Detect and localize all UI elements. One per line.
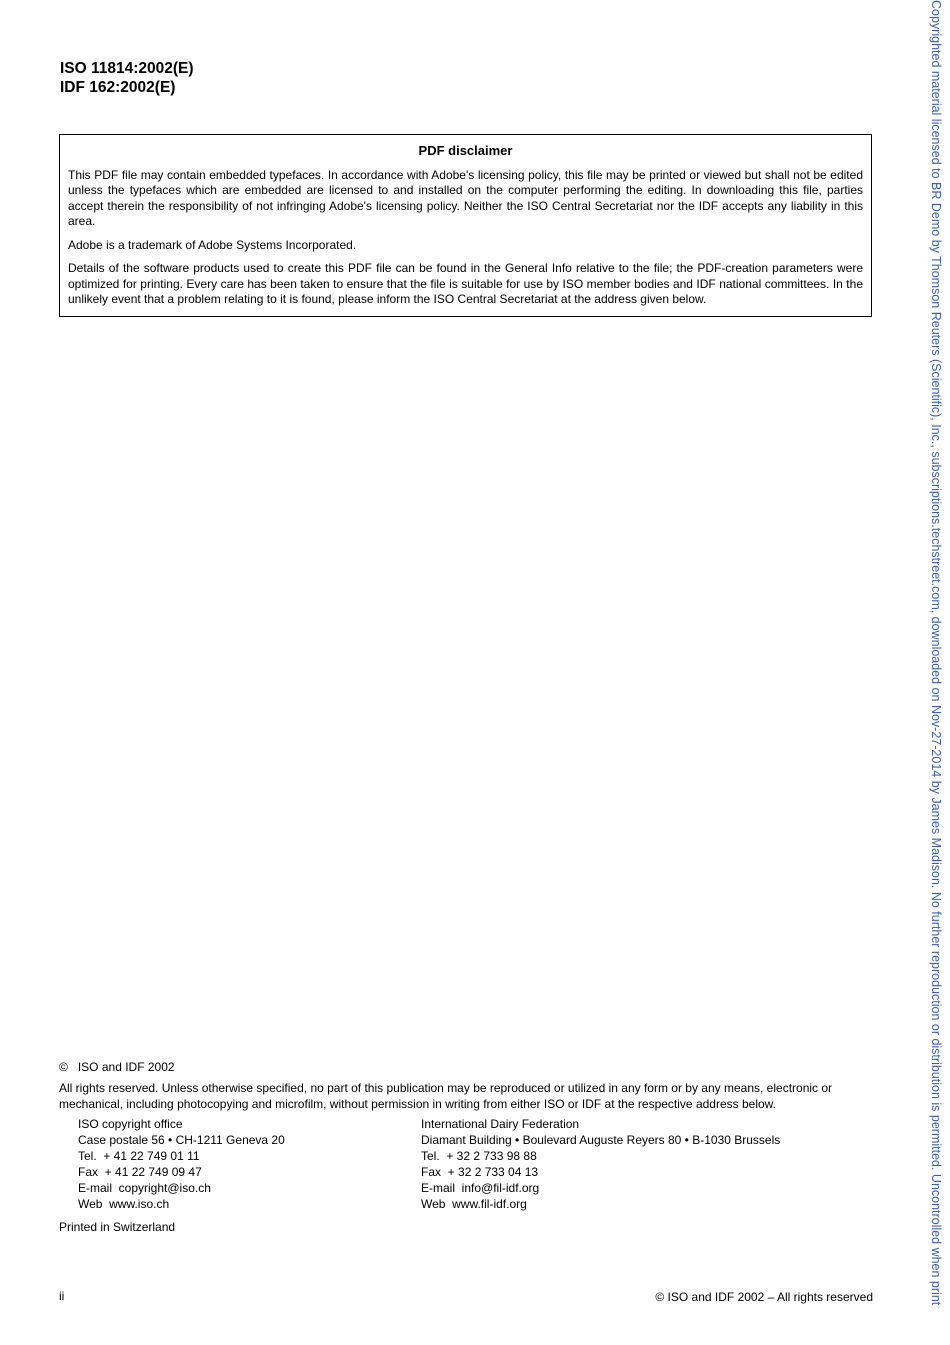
document-header (60, 59, 194, 97)
iso-office-address: Case postale 56 • CH-1211 Geneva 20 (78, 1133, 285, 1147)
disclaimer-paragraph: This PDF file may contain embedded typefaces. In accordance with Adobe's licensing policy, this file may be printed or viewed but shall not be edited unless the typefaces which are embedded are licensed to and installed on the computer performing the editing. In downloading this file, parties accept therein the responsibility of not infringing Adobe's licensing policy. Neither the ISO Central Secretariat nor the IDF accepts any liability in this area. (68, 167, 863, 228)
iso-office-tel: Tel. + 41 22 749 01 11 (78, 1149, 200, 1163)
footer-rights: © ISO and IDF 2002 – All rights reserved (655, 1290, 873, 1304)
copyright-section (59, 1059, 874, 1235)
disclaimer-paragraph: Details of the software products used to create this PDF file can be found in the General Info relative to the file; the PDF-creation parameters were optimized for printing. Every care has been taken to ensure that the file is suitable for use by ISO member bodies and IDF national committees. In the unlikely event that a problem relating to it is found, please inform the ISO Central Secretariat at the address given below. (68, 261, 863, 306)
disclaimer-title: PDF disclaimer (418, 143, 513, 158)
iso-office-fax: Fax + 41 22 749 09 47 (78, 1165, 202, 1179)
pdf-disclaimer-box (59, 134, 872, 317)
printed-location: Printed in Switzerland (59, 1220, 176, 1234)
page-number: ii (59, 1289, 65, 1303)
copyright-notice: © ISO and IDF 2002 (59, 1060, 175, 1074)
iso-office-web: Web www.iso.ch (78, 1197, 170, 1211)
standard-number-idf: IDF 162:2002(E) (60, 79, 176, 96)
idf-office-fax: Fax + 32 2 733 04 13 (421, 1165, 539, 1179)
idf-office (421, 1116, 780, 1212)
idf-office-tel: Tel. + 32 2 733 98 88 (421, 1149, 537, 1163)
idf-office-email: E-mail info@fil-idf.org (421, 1181, 540, 1195)
office-addresses (78, 1116, 874, 1212)
disclaimer-paragraph: Adobe is a trademark of Adobe Systems Incorporated. (68, 237, 357, 252)
iso-office (78, 1116, 421, 1212)
rights-statement: All rights reserved. Unless otherwise specified, no part of this publication may be reproduced or utilized in any form or by any means, electronic or mechanical, including photocopying and microfilm, without permission in writing from either ISO or IDF at the respective address below. (59, 1081, 833, 1111)
iso-office-email: E-mail copyright@iso.ch (78, 1181, 211, 1195)
standard-number-iso: ISO 11814:2002(E) (60, 60, 194, 77)
license-watermark: Copyrighted material licensed to BR Demo by Thomson Reuters (Scientific), Inc., subscriptions.techstreet.com, downloaded on Nov-27-2014 by James Madison. No further reproduction or distribution is permitted. Uncontrolled when print (929, 0, 943, 1306)
idf-office-web: Web www.fil-idf.org (421, 1197, 527, 1211)
idf-office-name: International Dairy Federation (421, 1117, 580, 1131)
iso-office-name: ISO copyright office (78, 1117, 183, 1131)
idf-office-address: Diamant Building • Boulevard Auguste Reyers 80 • B-1030 Brussels (421, 1133, 781, 1147)
